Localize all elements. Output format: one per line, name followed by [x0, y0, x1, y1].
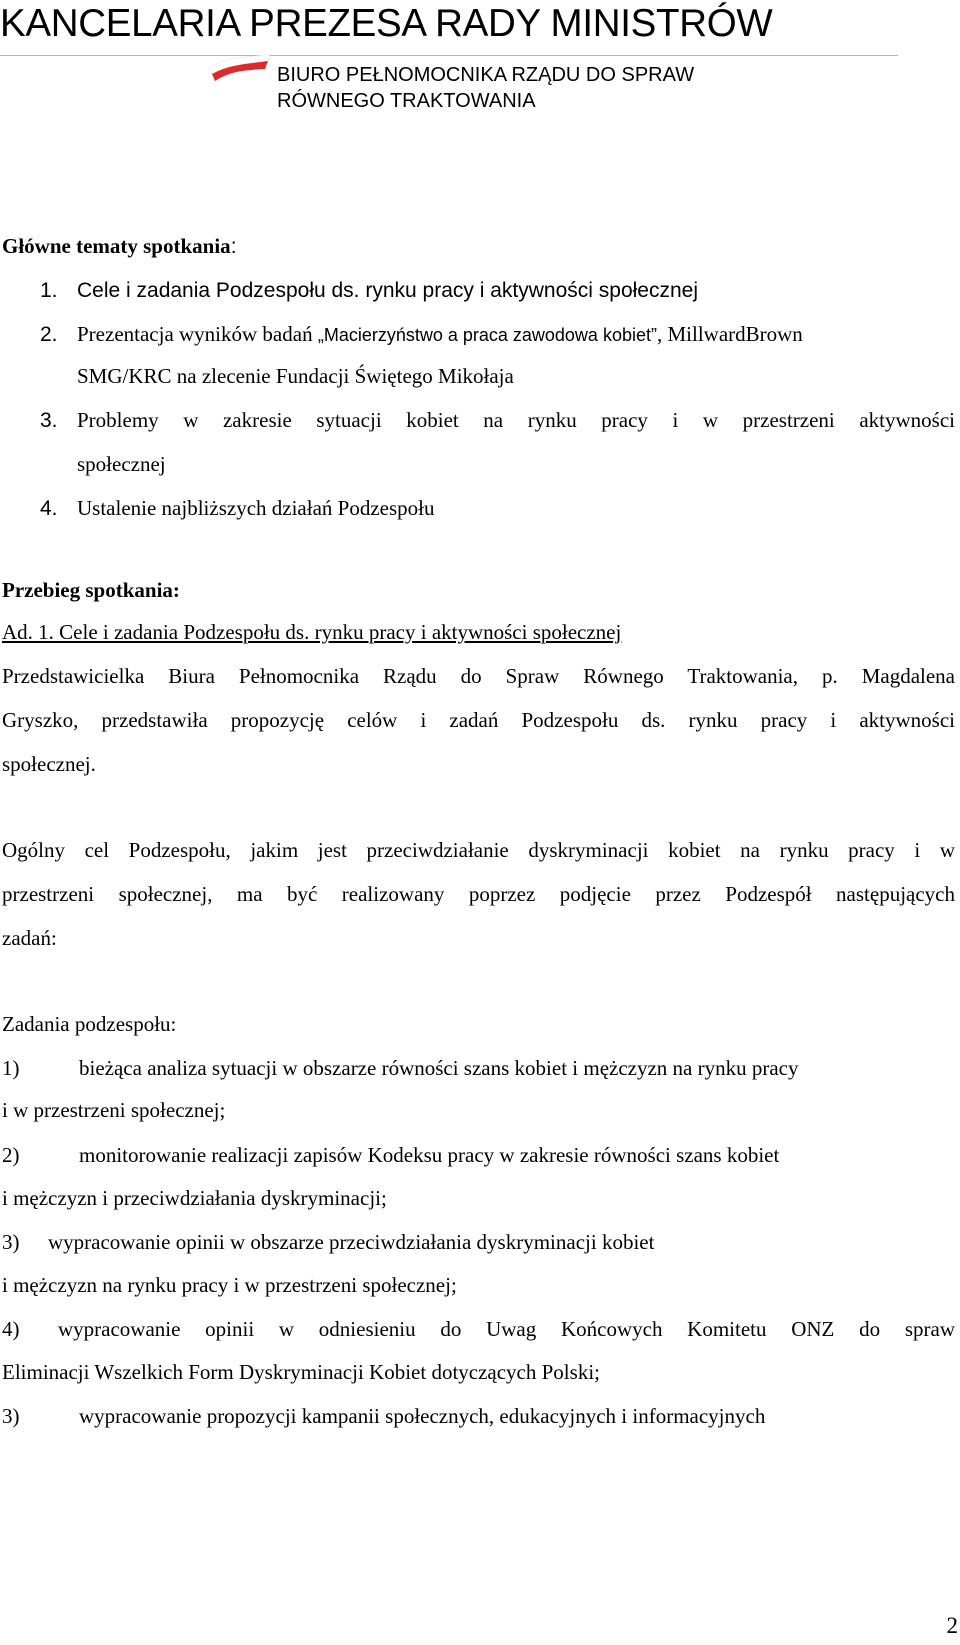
- task-text: bieżąca analiza sytuacji w obszarze równości szans kobiet i mężczyzn na rynku pracy: [79, 1056, 799, 1080]
- task-number: 3): [2, 1404, 20, 1428]
- header-divider: [0, 55, 898, 56]
- task-text-continuation: i mężczyzn na rynku pracy i w przestrzeni społecznej;: [2, 1273, 457, 1297]
- paragraph-line: Gryszko, przedstawiła propozycję celów i zadań Podzespołu ds. rynku pracy i aktywności: [2, 708, 955, 732]
- topic-number: 1.: [40, 279, 58, 302]
- organization-title: KANCELARIA PREZESA RADY MINISTRÓW: [0, 2, 773, 45]
- topics-heading-line: [2, 232, 237, 261]
- tasks-heading: Zadania podzespołu:: [2, 1012, 177, 1036]
- task-number: 2): [2, 1143, 20, 1167]
- paragraph-line: Ogólny cel Podzespołu, jakim jest przeciwdziałanie dyskryminacji kobiet na rynku pracy i w: [2, 838, 955, 862]
- topic-text-part: Prezentacja wyników badań: [77, 322, 318, 346]
- paragraph-line: przestrzeni społecznej, ma być realizowany poprzez podjęcie przez Podzespół następujących: [2, 882, 955, 906]
- paragraph-line: społecznej.: [2, 752, 96, 776]
- task-text-continuation: i mężczyzn i przeciwdziałania dyskryminacji;: [2, 1186, 387, 1210]
- task-number: 4): [2, 1317, 20, 1341]
- topic-number: 3.: [40, 409, 58, 432]
- topic-number: 2.: [40, 323, 58, 346]
- topic-text-continuation: społecznej: [77, 452, 166, 476]
- topic-text-part: , MillwardBrown: [656, 322, 803, 346]
- paragraph-line: Przedstawicielka Biura Pełnomocnika Rządu do Spraw Równego Traktowania, p. Magdalena: [2, 664, 955, 688]
- task-text: wypracowanie propozycji kampanii społecznych, edukacyjnych i informacyjnych: [79, 1404, 766, 1428]
- paragraph-line: zadań:: [2, 926, 57, 950]
- progress-heading: Przebieg spotkania:: [2, 578, 180, 602]
- topic-text-continuation: SMG/KRC na zlecenie Fundacji Świętego Mikołaja: [77, 364, 514, 388]
- page-number: 2: [946, 1613, 958, 1638]
- task-text-continuation: i w przestrzeni społecznej;: [2, 1098, 226, 1122]
- topic-text: [77, 320, 803, 350]
- letterhead: [0, 0, 960, 120]
- topic-text: Cele i zadania Podzespołu ds. rynku pracy i aktywności społecznej: [77, 279, 698, 302]
- task-text-continuation: Eliminacji Wszelkich Form Dyskryminacji Kobiet dotyczących Polski;: [2, 1360, 600, 1384]
- task-text: wypracowanie opinii w obszarze przeciwdziałania dyskryminacji kobiet: [48, 1230, 655, 1254]
- task-number: 3): [2, 1230, 20, 1254]
- topics-heading-colon: :: [230, 235, 237, 258]
- task-text: monitorowanie realizacji zapisów Kodeksu pracy w zakresie równości szans kobiet: [79, 1143, 780, 1167]
- office-name-line-2: RÓWNEGO TRAKTOWANIA: [277, 90, 536, 112]
- study-title: „Macierzyństwo a praca zawodowa kobiet”: [317, 325, 657, 345]
- topics-heading: Główne tematy spotkania: [2, 234, 231, 258]
- office-name-line-1: BIURO PEŁNOMOCNIKA RZĄDU DO SPRAW: [277, 64, 695, 86]
- topic-text: Problemy w zakresie sytuacji kobiet na rynku pracy i w przestrzeni aktywności: [77, 408, 955, 432]
- polish-flag-swoosh-icon: [208, 52, 272, 84]
- task-text: wypracowanie opinii w odniesieniu do Uwag Końcowych Komitetu ONZ do spraw: [58, 1317, 955, 1341]
- agenda-item-heading: Ad. 1. Cele i zadania Podzespołu ds. rynku pracy i aktywności społecznej: [2, 620, 622, 644]
- topic-text: Ustalenie najbliższych działań Podzespołu: [77, 496, 435, 520]
- task-number: 1): [2, 1056, 20, 1080]
- topic-number: 4.: [40, 497, 58, 520]
